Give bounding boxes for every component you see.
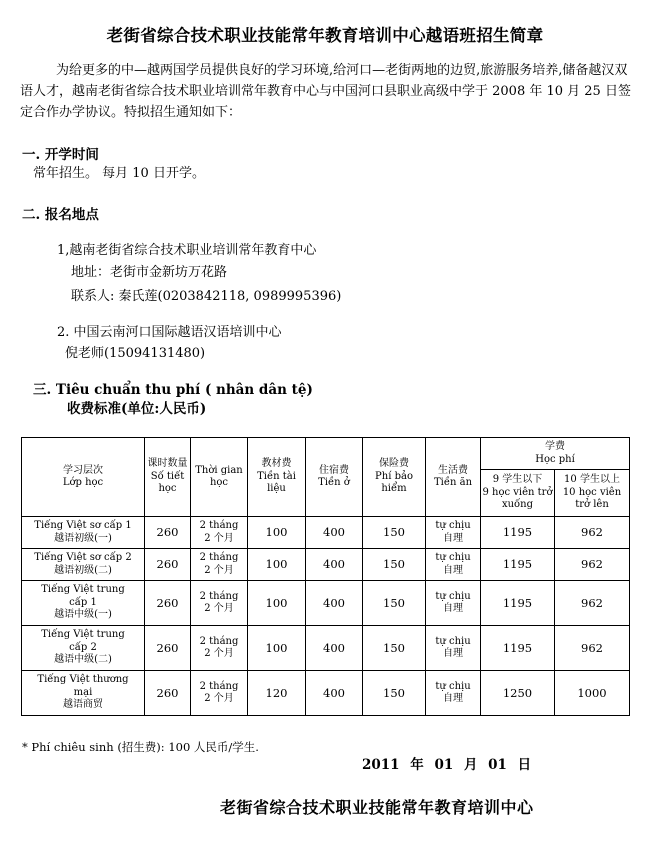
cell-lodging: 400 [306, 581, 363, 626]
location-1-contact: 联系人: 秦氏莲(0203842118, 0989995396) [71, 289, 342, 304]
cell-living: tự chịu 自理 [426, 626, 481, 671]
cell-insurance: 150 [363, 517, 426, 549]
cell-hours: 260 [145, 671, 191, 716]
cell-living: tự chịu 自理 [426, 671, 481, 716]
table-row [22, 581, 630, 626]
header-tuition: 学费 Học phí [481, 438, 630, 470]
location-2-name: 2. 中国云南河口国际越语汉语培训中心 [57, 325, 282, 340]
section-1-text: 常年招生。 每月 10 日开学。 [33, 166, 205, 181]
cell-lodging: 400 [306, 549, 363, 581]
cell-materials: 100 [248, 517, 306, 549]
header-materials: 教材费 Tiền tài liệu [248, 438, 306, 517]
section-1-heading: 一. 开学时间 [22, 147, 99, 163]
table-row [22, 626, 630, 671]
cell-materials: 100 [248, 581, 306, 626]
cell-lodging: 400 [306, 671, 363, 716]
cell-insurance: 150 [363, 549, 426, 581]
issue-date: 2011 年 01 月 01 日 [362, 757, 532, 773]
cell-materials: 100 [248, 626, 306, 671]
cell-materials: 120 [248, 671, 306, 716]
table-row [22, 549, 630, 581]
cell-duration: 2 tháng 2 个月 [191, 549, 248, 581]
header-insurance: 保险费 Phí bảo hiểm [363, 438, 426, 517]
cell-hours: 260 [145, 626, 191, 671]
cell-duration: 2 tháng 2 个月 [191, 626, 248, 671]
cell-lodging: 400 [306, 626, 363, 671]
enrollment-fee-note: * Phí chiêu sinh (招生费): 100 人民币/学生. [22, 740, 259, 754]
cell-living: tự chịu 自理 [426, 549, 481, 581]
cell-duration: 2 tháng 2 个月 [191, 581, 248, 626]
cell-tuition-under-9: 1195 [481, 549, 555, 581]
cell-tuition-under-9: 1250 [481, 671, 555, 716]
header-tuition-under-9: 9 学生以下 9 học viên trở xuống [481, 470, 555, 517]
cell-level: Tiếng Việt trung cấp 1 越语中级(一) [22, 581, 145, 626]
cell-tuition-over-10: 962 [555, 517, 630, 549]
table-row [22, 517, 630, 549]
cell-living: tự chịu 自理 [426, 581, 481, 626]
document-title: 老街省综合技术职业技能常年教育培训中心越语班招生简章 [106, 26, 544, 45]
cell-hours: 260 [145, 517, 191, 549]
cell-tuition-under-9: 1195 [481, 626, 555, 671]
cell-materials: 100 [248, 549, 306, 581]
section-3-heading: 三. Tiêu chuẩn thu phí ( nhân dân tệ) [33, 382, 313, 398]
cell-insurance: 150 [363, 626, 426, 671]
cell-duration: 2 tháng 2 个月 [191, 517, 248, 549]
header-duration: Thời gian học [191, 438, 248, 517]
location-2-contact: 倪老师(15094131480) [65, 346, 206, 361]
location-1-name: 1,越南老街省综合技术职业培训常年教育中心 [57, 243, 317, 258]
cell-insurance: 150 [363, 581, 426, 626]
section-2-heading: 二. 报名地点 [22, 207, 99, 223]
issuer-signature: 老街省综合技术职业技能常年教育培训中心 [220, 798, 534, 817]
table-row [22, 671, 630, 716]
section-3-subheading: 收费标准(单位:人民币) [67, 401, 207, 417]
header-hours: 课时数量 Số tiết học [145, 438, 191, 517]
location-1-address: 地址：老街市金新坊万花路 [71, 265, 228, 280]
header-living: 生活费 Tiền ăn [426, 438, 481, 517]
cell-living: tự chịu 自理 [426, 517, 481, 549]
cell-hours: 260 [145, 581, 191, 626]
fee-table [21, 437, 630, 716]
cell-tuition-under-9: 1195 [481, 581, 555, 626]
intro-paragraph: 为给更多的中—越两国学员提供良好的学习环境,给河口—老街两地的边贸,旅游服务培养,储备越汉双语人才，越南老街省综合技术职业培训常年教育中心与中国河口县职业高级中学于 2008 年 10 月 25 日签定合作办学协议。特拟招生通知如下： [20, 63, 631, 120]
cell-level: Tiếng Việt thương mại 越语商贸 [22, 671, 145, 716]
cell-tuition-over-10: 962 [555, 549, 630, 581]
header-level: 学习层次 Lớp học [22, 438, 145, 517]
cell-level: Tiếng Việt sơ cấp 1 越语初级(一) [22, 517, 145, 549]
cell-tuition-over-10: 962 [555, 626, 630, 671]
header-tuition-over-10: 10 学生以上 10 học viên trở lên [555, 470, 630, 517]
cell-tuition-under-9: 1195 [481, 517, 555, 549]
header-lodging: 住宿费 Tiền ở [306, 438, 363, 517]
cell-level: Tiếng Việt sơ cấp 2 越语初级(二) [22, 549, 145, 581]
cell-duration: 2 tháng 2 个月 [191, 671, 248, 716]
cell-tuition-over-10: 962 [555, 581, 630, 626]
cell-level: Tiếng Việt trung cấp 2 越语中级(二) [22, 626, 145, 671]
cell-tuition-over-10: 1000 [555, 671, 630, 716]
cell-lodging: 400 [306, 517, 363, 549]
cell-hours: 260 [145, 549, 191, 581]
cell-insurance: 150 [363, 671, 426, 716]
